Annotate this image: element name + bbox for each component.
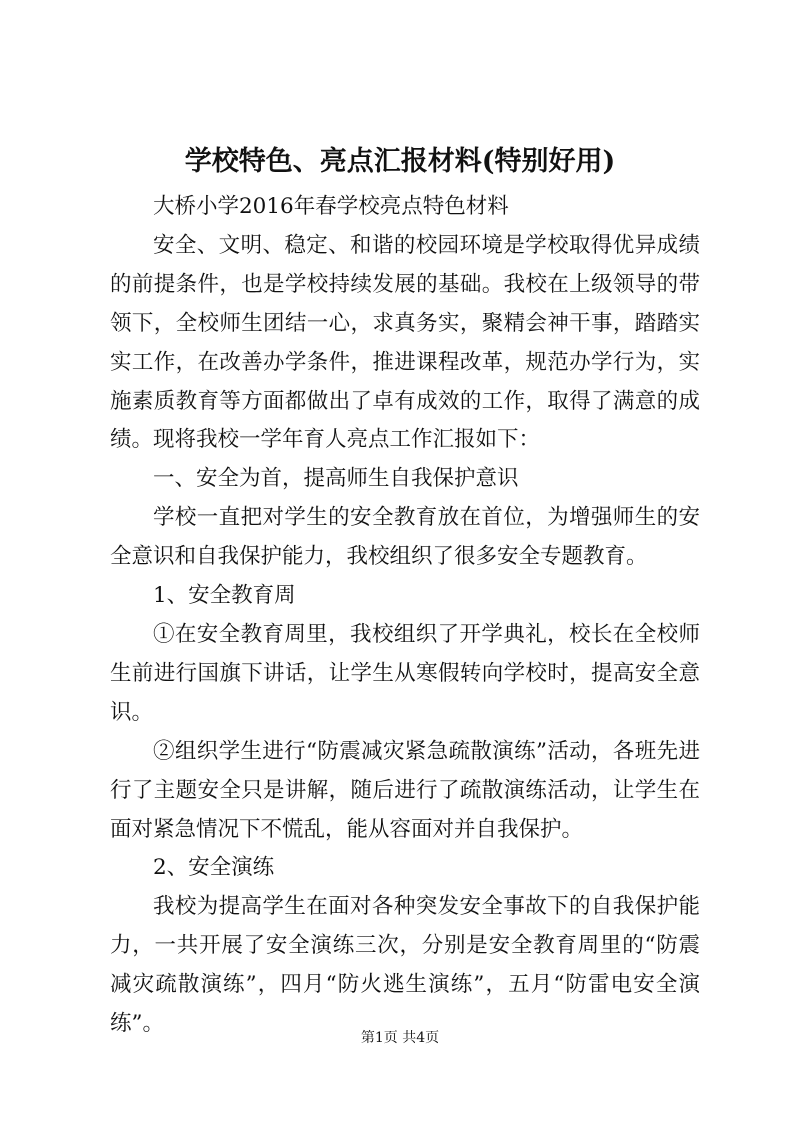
section-heading: 一、安全为首，提高师生自我保护意识 [153, 466, 519, 492]
document-body [110, 188, 700, 1044]
intro-paragraph: 安全、文明、稳定、和谐的校园环境是学校取得优异成绩的前提条件，也是学校持续发展的基础。我校在上级领导的带领下，全校师生团结一心，求真务实，聚精会神干事，踏踏实实工作，在改善办学条件，推进课程改革，规范办学行为，实施素质教育等方面都做出了卓有成效的工作，取得了满意的成绩。现将我校一学年育人亮点工作汇报如下： [110, 232, 700, 453]
document-title: 学校特色、亮点汇报材料(特别好用) [184, 146, 616, 177]
subtitle-paragraph: 大桥小学2016年春学校亮点特色材料 [153, 194, 509, 219]
page-number-footer: 第1页 共4页 [360, 1030, 440, 1046]
section-paragraph: 学校一直把对学生的安全教育放在首位，为增强师生的安全意识和自我保护能力，我校组织了很多安全专题教育。 [110, 505, 700, 570]
subsection-heading: 1、安全教育周 [153, 583, 296, 609]
list-item-paragraph: ①在安全教育周里，我校组织了开学典礼，校长在全校师生前进行国旗下讲话，让学生从寒假转向学校时，提高安全意识。 [110, 621, 700, 725]
subsection-heading: 2、安全演练 [153, 855, 275, 881]
list-item-paragraph: ②组织学生进行“防震减灾紧急疏散演练”活动，各班先进行了主题安全只是讲解，随后进行了疏散演练活动，让学生在面对紧急情况下不慌乱，能从容面对并自我保护。 [110, 738, 700, 842]
section-paragraph: 我校为提高学生在面对各种突发安全事故下的自我保护能力，一共开展了安全演练三次，分别是安全教育周里的“防震减灾疏散演练”，四月“防火逃生演练”，五月“防雷电安全演练”。 [110, 894, 700, 1037]
